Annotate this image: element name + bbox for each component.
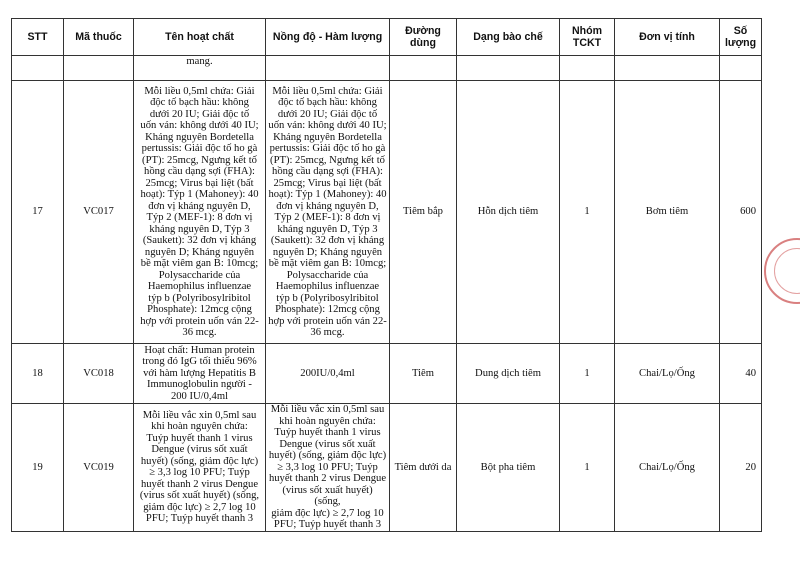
drug-list-table [11, 18, 762, 532]
red-stamp-seal [764, 238, 800, 304]
cell-nong-do: 200IU/0,4ml [266, 344, 390, 404]
cell-don-vi: Bơm tiêm [615, 81, 720, 344]
cell-so-luong [720, 56, 762, 81]
header-stt: STT [12, 19, 64, 56]
cell-dang: Hỗn dịch tiêm [457, 81, 560, 344]
cell-ma [64, 56, 134, 81]
cell-nhom: 1 [560, 81, 615, 344]
cell-duong: Tiêm [390, 344, 457, 404]
cell-ma: VC018 [64, 344, 134, 404]
header-nong-do: Nồng độ - Hàm lượng [266, 19, 390, 56]
table-row [12, 344, 762, 404]
cell-dang: Bột pha tiêm [457, 404, 560, 532]
cell-so-luong: 20 [720, 404, 762, 532]
cell-stt: 18 [12, 344, 64, 404]
cell-ma: VC017 [64, 81, 134, 344]
table-row [12, 404, 762, 532]
cell-don-vi: Chai/Lọ/Ống [615, 344, 720, 404]
cell-ten: Mỗi liều 0,5ml chứa: Giải độc tố bạch hầu: không dưới 20 IU; Giải độc tố uốn ván: không dưới 40 IU; Kháng nguyên Bordetella pertussis: Giải độc tố ho gà (PT): 25mcg, Ngưng kết tố hồng cầu dạng sợi (FHA): 25mcg; Virus bại liệt (bất hoạt): Týp 1 (Mahoney): 40 đơn vị kháng nguyên D, Týp 2 (MEF-1): 8 đơn vị kháng nguyên D, Týp 3 (Saukett): 32 đơn vị kháng nguyên D; Kháng nguyên bề mặt viêm gan B: 10mcg; Polysaccharide của Haemophilus influenzae týp b (Polyribosylribitol Phosphate): 12mcg cộng hợp với protein uốn ván 22- 36 mcg. [134, 81, 266, 344]
table-row [12, 81, 762, 344]
cell-duong: Tiêm bắp [390, 81, 457, 344]
header-row [12, 19, 762, 56]
cell-dang: Dung dịch tiêm [457, 344, 560, 404]
cell-so-luong: 600 [720, 81, 762, 344]
cell-stt [12, 56, 64, 81]
header-ma-thuoc: Mã thuốc [64, 19, 134, 56]
cell-nhom: 1 [560, 404, 615, 532]
cell-nhom: 1 [560, 344, 615, 404]
cell-ten: mang. [134, 56, 266, 81]
header-don-vi-tinh: Đơn vị tính [615, 19, 720, 56]
cell-nong-do [266, 56, 390, 81]
cell-don-vi: Chai/Lọ/Ống [615, 404, 720, 532]
header-so-luong: Số lượng [720, 19, 762, 56]
cell-duong: Tiêm dưới da [390, 404, 457, 532]
cell-nong-do: Mỗi liều vắc xin 0,5ml sau khi hoàn nguyên chứa: Tuýp huyết thanh 1 virus Dengue (virus sốt xuất huyết) (sống, giảm độc lực) ≥ 3,3 log 10 PFU; Tuýp huyết thanh 2 virus Dengue (virus sốt xuất huyết) (sống, giảm độc lực) ≥ 2,7 log 10 PFU; Tuýp huyết thanh 3 [266, 404, 390, 532]
header-dang-bao-che: Dạng bào chế [457, 19, 560, 56]
cell-ma: VC019 [64, 404, 134, 532]
cell-dang [457, 56, 560, 81]
cell-so-luong: 40 [720, 344, 762, 404]
cell-nhom [560, 56, 615, 81]
cell-stt: 19 [12, 404, 64, 532]
table-row [12, 56, 762, 81]
header-duong-dung: Đường dùng [390, 19, 457, 56]
cell-ten: Hoạt chất: Human protein trong đó IgG tối thiểu 96% với hàm lượng Hepatitis B Immunoglobulin người - 200 IU/0,4ml [134, 344, 266, 404]
cell-ten: Mỗi liều vắc xin 0,5ml sau khi hoàn nguyên chứa: Tuýp huyết thanh 1 virus Dengue (virus sốt xuất huyết) (sống, giảm độc lực) ≥ 3,3 log 10 PFU; Tuýp huyết thanh 2 virus Dengue (virus sốt xuất huyết) (sống, giảm độc lực) ≥ 2,7 log 10 PFU; Tuýp huyết thanh 3 [134, 404, 266, 532]
header-ten-hoat-chat: Tên hoạt chất [134, 19, 266, 56]
cell-nong-do: Mỗi liều 0,5ml chứa: Giải độc tố bạch hầu: không dưới 20 IU; Giải độc tố uốn ván: không dưới 40 IU; Kháng nguyên Bordetella pertussis: Giải độc tố ho gà (PT): 25mcg, Ngưng kết tố hồng cầu dạng sợi (FHA): 25mcg; Virus bại liệt (bất hoạt): Týp 1 (Mahoney): 40 đơn vị kháng nguyên D, Týp 2 (MEF-1): 8 đơn vị kháng nguyên D, Týp 3 (Saukett): 32 đơn vị kháng nguyên D; Kháng nguyên bề mặt viêm gan B: 10mcg; Polysaccharide của Haemophilus influenzae týp b (Polyribosylribitol Phosphate): 12mcg cộng hợp với protein uốn ván 22- 36 mcg. [266, 81, 390, 344]
cell-duong [390, 56, 457, 81]
cell-stt: 17 [12, 81, 64, 344]
header-nhom-tckt: Nhóm TCKT [560, 19, 615, 56]
cell-don-vi [615, 56, 720, 81]
